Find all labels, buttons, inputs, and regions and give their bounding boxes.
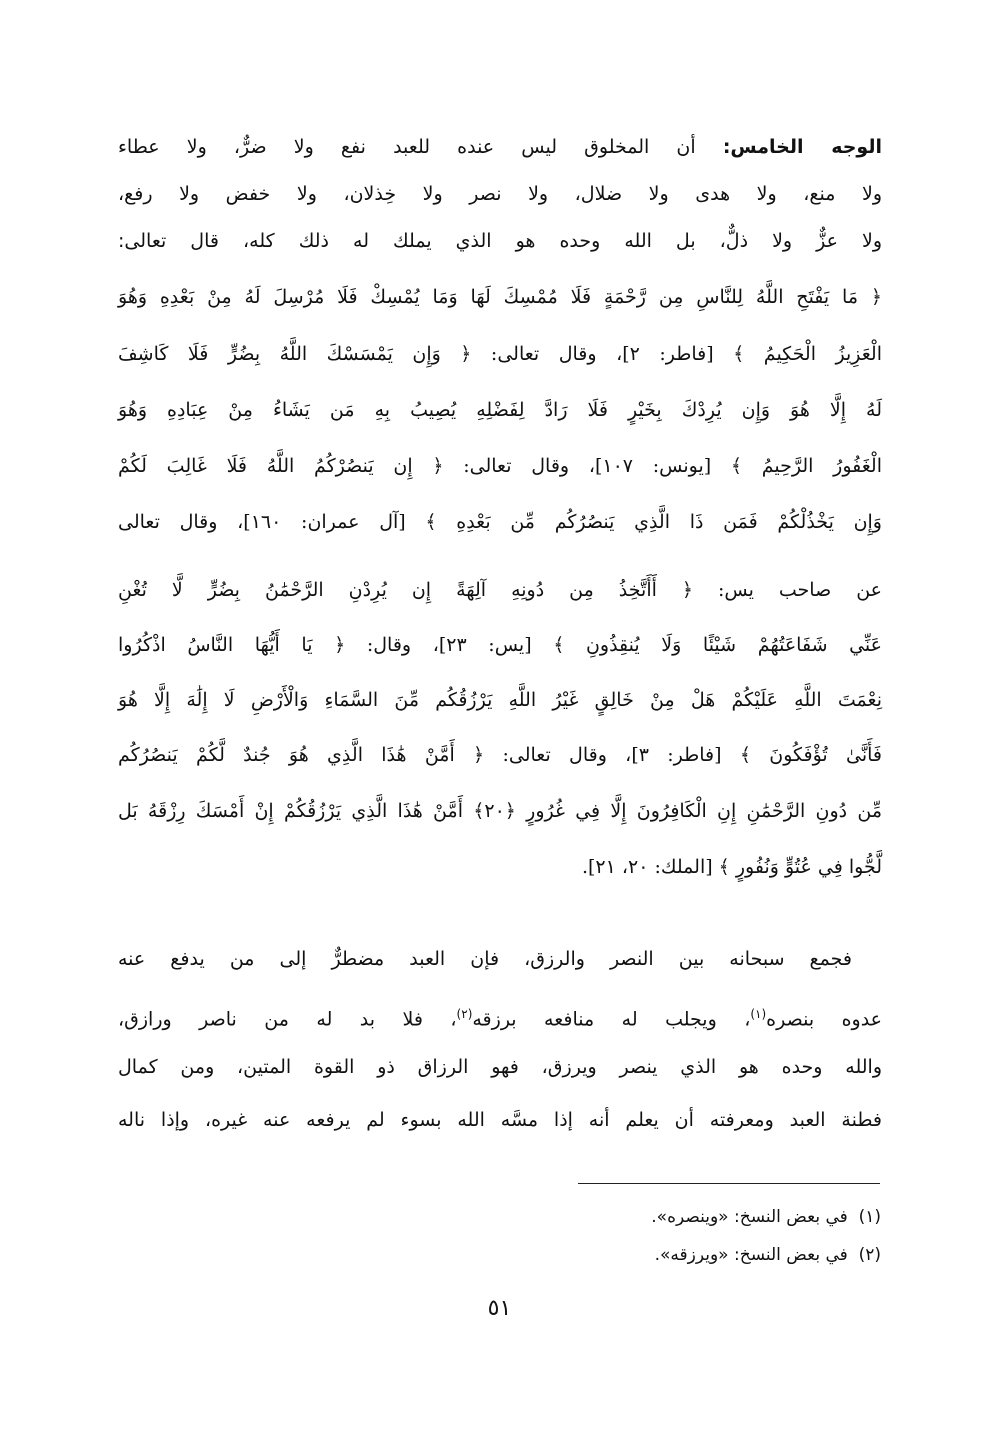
quran-line: لَهُ إِلَّا هُوَ وَإِن يُرِدْكَ بِخَيْرٍ فَلَا رَادَّ لِفَضْلِهِ يُصِيبُ بِهِ مَن يَشَاءُ مِنْ عِبَادِهِ وَهُوَ xyxy=(118,399,882,421)
footnote: (١) في بعض النسخ: «وينصره». xyxy=(651,1207,881,1227)
quran-line: وَإِن يَخْذُلْكُمْ فَمَن ذَا الَّذِي يَنصُرُكُم مِّن بَعْدِهِ ﴾ [آل عمران: ١٦٠]، وقال تعالى xyxy=(118,511,882,533)
footnote: (٢) في بعض النسخ: «ويرزقه». xyxy=(654,1245,881,1265)
quran-line: الْعَزِيزُ الْحَكِيمُ ﴾ [فاطر: ٢]، وقال تعالى: ﴿ وَإِن يَمْسَسْكَ اللَّهُ بِضُرٍّ فَلَا كَاشِفَ xyxy=(118,343,882,365)
footnote-divider xyxy=(578,1183,880,1184)
text-line: فطنة العبد ومعرفته أن يعلم أنه إذا مسَّه الله بسوء لم يرفعه عنه غيره، وإذا ناله xyxy=(118,1109,882,1131)
text-line: ولا عزٌّ ولا ذلٌّ، بل الله وحده هو الذي يملك له ذلك كله، قال تعالى: xyxy=(118,230,882,252)
quran-line: نِعْمَتَ اللَّهِ عَلَيْكُمْ هَلْ مِنْ خَالِقٍ غَيْرُ اللَّهِ يَرْزُقُكُم مِّنَ السَّمَاءِ وَالْأَرْضِ لَا إِلَٰهَ إِلَّا هُوَ xyxy=(118,689,882,711)
quran-line: ﴿ مَا يَفْتَحِ اللَّهُ لِلنَّاسِ مِن رَّحْمَةٍ فَلَا مُمْسِكَ لَهَا وَمَا يُمْسِكْ فَلَا مُرْسِلَ لَهُ مِنْ بَعْدِهِ وَهُوَ xyxy=(118,286,882,308)
text-line: الوجه الخامس: أن المخلوق ليس عنده للعبد نفع ولا ضرٌّ، ولا عطاء xyxy=(118,136,882,158)
quran-line: فَأَنَّىٰ تُؤْفَكُونَ ﴾ [فاطر: ٣]، وقال تعالى: ﴿ أَمَّنْ هَٰذَا الَّذِي هُوَ جُندٌ لَّكُمْ يَنصُرُكُم xyxy=(118,744,882,766)
quran-line: عن صاحب يس: ﴿ أَأَتَّخِذُ مِن دُونِهِ آلِهَةً إِن يُرِدْنِ الرَّحْمَٰنُ بِضُرٍّ لَّا تُغْنِ xyxy=(118,579,882,601)
text-line: فجمع سبحانه بين النصر والرزق، فإن العبد مضطرٌّ إلى من يدفع عنه xyxy=(118,948,852,970)
footnote-ref[interactable]: (١) xyxy=(750,1007,767,1021)
text-line: ولا منع، ولا هدى ولا ضلال، ولا نصر ولا خِذلان، ولا خفض ولا رفع، xyxy=(118,183,882,205)
text-line: والله وحده هو الذي ينصر ويرزق، فهو الرزاق ذو القوة المتين، ومن كمال xyxy=(118,1056,882,1078)
quran-line: مِّن دُونِ الرَّحْمَٰنِ إِنِ الْكَافِرُونَ إِلَّا فِي غُرُورٍ ﴿٢٠﴾ أَمَّنْ هَٰذَا الَّذِي يَرْزُقُكُمْ إِنْ أَمْسَكَ رِزْقَهُ بَل xyxy=(118,800,882,822)
section-heading: الوجه الخامس: xyxy=(722,136,882,158)
quran-line: عَنِّي شَفَاعَتُهُمْ شَيْئًا وَلَا يُنقِذُونِ ﴾ [يس: ٢٣]، وقال: ﴿ يَا أَيُّهَا النَّاسُ اذْكُرُوا xyxy=(118,634,882,656)
text-line: عدوه بنصره$^{(١)}$، ويجلب له منافعه برزقه$^{(٢)}$، فلا بد له من ناصر ورازق، xyxy=(118,1007,883,1031)
quran-line: لَّجُّوا فِي عُتُوٍّ وَنُفُورٍ ﴾ [الملك: ٢٠، ٢١]. xyxy=(581,856,882,878)
page-number: ٥١ xyxy=(487,1296,512,1321)
quran-line: الْغَفُورُ الرَّحِيمُ ﴾ [يونس: ١٠٧]، وقال تعالى: ﴿ إِن يَنصُرْكُمُ اللَّهُ فَلَا غَالِبَ لَكُمْ xyxy=(118,455,883,477)
footnote-ref[interactable]: (٢) xyxy=(456,1007,473,1021)
